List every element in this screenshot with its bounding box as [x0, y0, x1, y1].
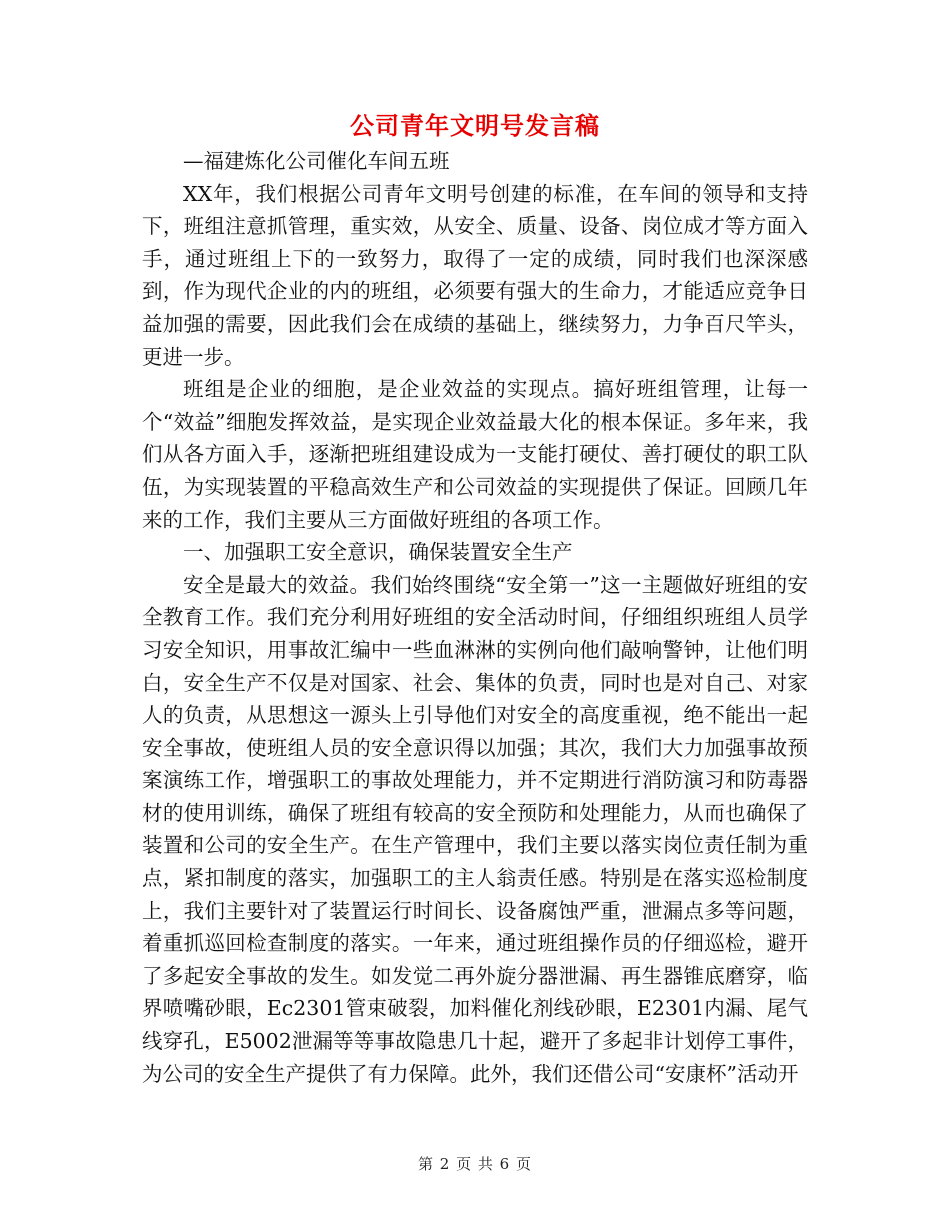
paragraph-1: XX年，我们根据公司青年文明号创建的标准，在车间的领导和支持下，班组注意抓管理，重实效，从安全、质量、设备、岗位成才等方面入手，通过班组上下的一致努力，取得了一定的成绩，同时我们也深深感到，作为现代企业的内的班组，必须要有强大的生命力，才能适应竞争日益加强的需要，因此我们会在成绩的基础上，继续努力，力争百尺竿头，更进一步。: [142, 181, 808, 369]
document-body: [142, 145, 808, 1090]
paragraph-2: 班组是企业的细胞，是企业效益的实现点。搞好班组管理，让每一个“效益”细胞发挥效益，是实现企业效益最大化的根本保证。多年来，我们从各方面入手，逐渐把班组建设成为一支能打硬仗、善打硬仗的职工队伍，为实现装置的平稳高效生产和公司效益的实现提供了保证。回顾几年来的工作，我们主要从三方面做好班组的各项工作。: [142, 377, 808, 532]
document-title: 公司青年文明号发言稿: [350, 111, 600, 140]
paragraph-3: 安全是最大的效益。我们始终围绕“安全第一”这一主题做好班组的安全教育工作。我们充分利用好班组的安全活动时间，仔细组织班组人员学习安全知识，用事故汇编中一些血淋淋的实例向他们敲响警钟，让他们明白，安全生产不仅是对国家、社会、集体的负责，同时也是对自己、对家人的负责，从思想这一源头上引导他们对安全的高度重视，绝不能出一起安全事故，使班组人员的安全意识得以加强；其次，我们大力加强事故预案演练工作，增强职工的事故处理能力，并不定期进行消防演习和防毒器材的使用训练，确保了班组有较高的安全预防和处理能力，从而也确保了装置和公司的安全生产。在生产管理中，我们主要以落实岗位责任制为重点，紧扣制度的落实，加强职工的主人翁责任感。特别是在落实巡检制度上，我们主要针对了装置运行时间长、设备腐蚀严重，泄漏点多等问题，着重抓巡回检查制度的落实。一年来，通过班组操作员的仔细巡检，避开了多起安全事故的发生。如发觉二再外旋分器泄漏、再生器锥底磨穿，临界喷嘴砂眼，Ec2301管束破裂，加料催化剂线砂眼，E2301内漏、尾气线穿孔，E5002泄漏等等事故隐患几十起，避开了多起非计划停工事件，为公司的安全生产提供了有力保障。此外，我们还借公司“安康杯”活动开: [142, 572, 808, 1086]
section-heading-1: 一、加强职工安全意识，确保装置安全生产: [183, 540, 573, 565]
page-footer: 第 2 页 共 6 页: [418, 1155, 532, 1173]
document-subtitle: —福建炼化公司催化车间五班: [183, 149, 450, 173]
